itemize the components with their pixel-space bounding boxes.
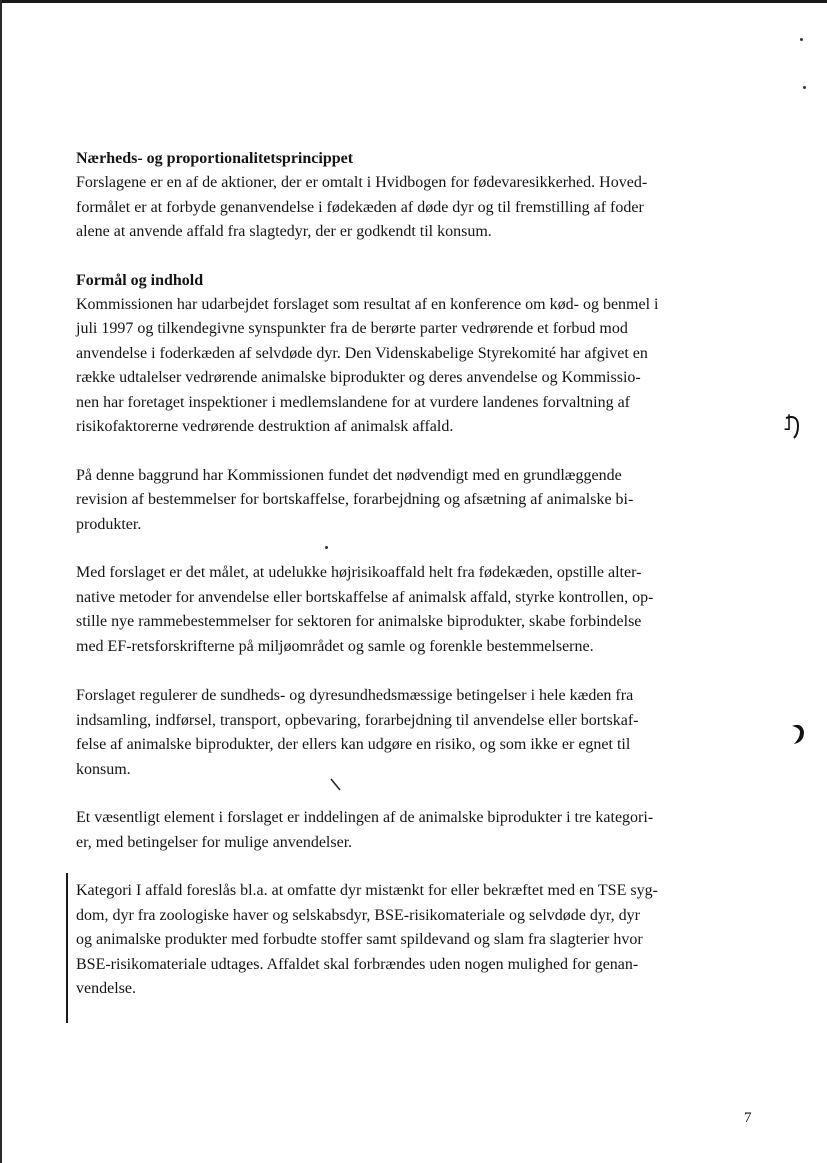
- scan-stroke: [330, 778, 342, 792]
- section-proportionality: [76, 147, 762, 245]
- scan-speck: [325, 546, 328, 549]
- section-heading: Formål og indhold: [76, 271, 204, 289]
- text-line: vendelse.: [76, 980, 136, 997]
- paragraph-regulation: [76, 684, 762, 782]
- section-purpose: [76, 269, 762, 440]
- paragraph-category-one: [76, 879, 762, 1002]
- document-body: [76, 147, 762, 1002]
- scan-left-edge: [0, 0, 2, 1163]
- punch-hole-mark-lower-shape: [790, 720, 810, 746]
- text-line: På denne baggrund har Kommissionen fundet det nødvendigt med en grundlæggende: [76, 466, 622, 484]
- text-line: BSE-risikomateriale udtages. Affaldet skal forbrændes uden nogen mulighed for genan-: [76, 955, 639, 973]
- paragraph-objectives: [76, 561, 762, 659]
- text-line: række udtalelser vedrørende animalske biprodukter og deres anvendelse og Kommissio-: [76, 369, 641, 386]
- text-line: og animalske produkter med forbudte stoffer samt spildevand og slam fra slagterier hvor: [76, 931, 643, 948]
- scan-speck: [803, 86, 806, 89]
- punch-hole-mark-upper: ˩: [783, 410, 792, 435]
- text-line: med EF-retsforskrifterne på miljøområdet og samle og forenkle bestemmelserne.: [76, 637, 594, 655]
- text-line: nen har foretaget inspektioner i medlemslandene for at vurdere landenes forvaltning af: [76, 393, 630, 411]
- text-line: er, med betingelser for mulige anvendelser.: [76, 833, 353, 851]
- paragraph-background: [76, 464, 762, 538]
- text-line: juli 1997 og tilkendegivne synspunkter fra de berørte parter vedrørende et forbud mod: [76, 320, 628, 337]
- text-line: native metoder for anvendelse eller bortskaffelse af animalsk affald, styrke kontrollen, op-: [76, 588, 654, 606]
- text-line: produkter.: [76, 515, 142, 533]
- text-line: Forslagene er en af de aktioner, der er omtalt i Hvidbogen for fødevaresikkerhed. Hoved-: [76, 174, 648, 191]
- text-line: stille nye rammebestemmelser for sektoren for animalske biprodukter, skabe forbindelse: [76, 613, 642, 630]
- text-line: Kategori I affald foreslås bl.a. at omfatte dyr mistænkt for eller bekræftet med en TSE syg-: [76, 882, 658, 899]
- scan-speck: [800, 38, 803, 41]
- scan-top-border: [0, 0, 827, 3]
- text-line: risikofaktorerne vedrørende destruktion af animalsk affald.: [76, 418, 454, 435]
- text-line: revision af bestemmelser for bortskaffelse, forarbejdning og afsætning af animalske bi-: [76, 491, 634, 508]
- text-line: alene at anvende affald fra slagtedyr, der er godkendt til konsum.: [76, 223, 492, 240]
- text-line: indsamling, indførsel, transport, opbevaring, forarbejdning til anvendelse eller bortskaf-: [76, 711, 639, 729]
- page-number: 7: [744, 1110, 752, 1126]
- text-line: dom, dyr fra zoologiske haver og selskabsdyr, BSE-risikomateriale og selvdøde dyr, dyr: [76, 906, 640, 924]
- text-line: formålet er at forbyde genanvendelse i fødekæden af døde dyr og til fremstilling af foder: [76, 198, 644, 216]
- text-line: Et væsentligt element i forslaget er inddelingen af de animalske biprodukter i tre kategori-: [76, 809, 654, 826]
- text-line: anvendelse i foderkæden af selvdøde dyr. Den Videnskabelige Styrekomité har afgivet en: [76, 344, 648, 362]
- text-line: Med forslaget er det målet, at udelukke højrisikoaffald helt fra fødekæden, opstille alter-: [76, 564, 642, 581]
- text-line: Kommissionen har udarbejdet forslaget som resultat af en konference om kød- og benmel i: [76, 295, 659, 313]
- text-line: felse af animalske biprodukter, der ellers kan udgøre en risiko, og som ikke er egnet til: [76, 736, 631, 753]
- paragraph-categories: [76, 806, 762, 855]
- text-line: konsum.: [76, 760, 131, 778]
- section-heading: Nærheds- og proportionalitetsprincippet: [76, 150, 354, 167]
- margin-change-bar: [66, 873, 68, 1023]
- punch-hole-mark-upper-shape: [783, 410, 804, 440]
- text-line: Forslaget regulerer de sundheds- og dyresundhedsmæssige betingelser i hele kæden fra: [76, 687, 634, 704]
